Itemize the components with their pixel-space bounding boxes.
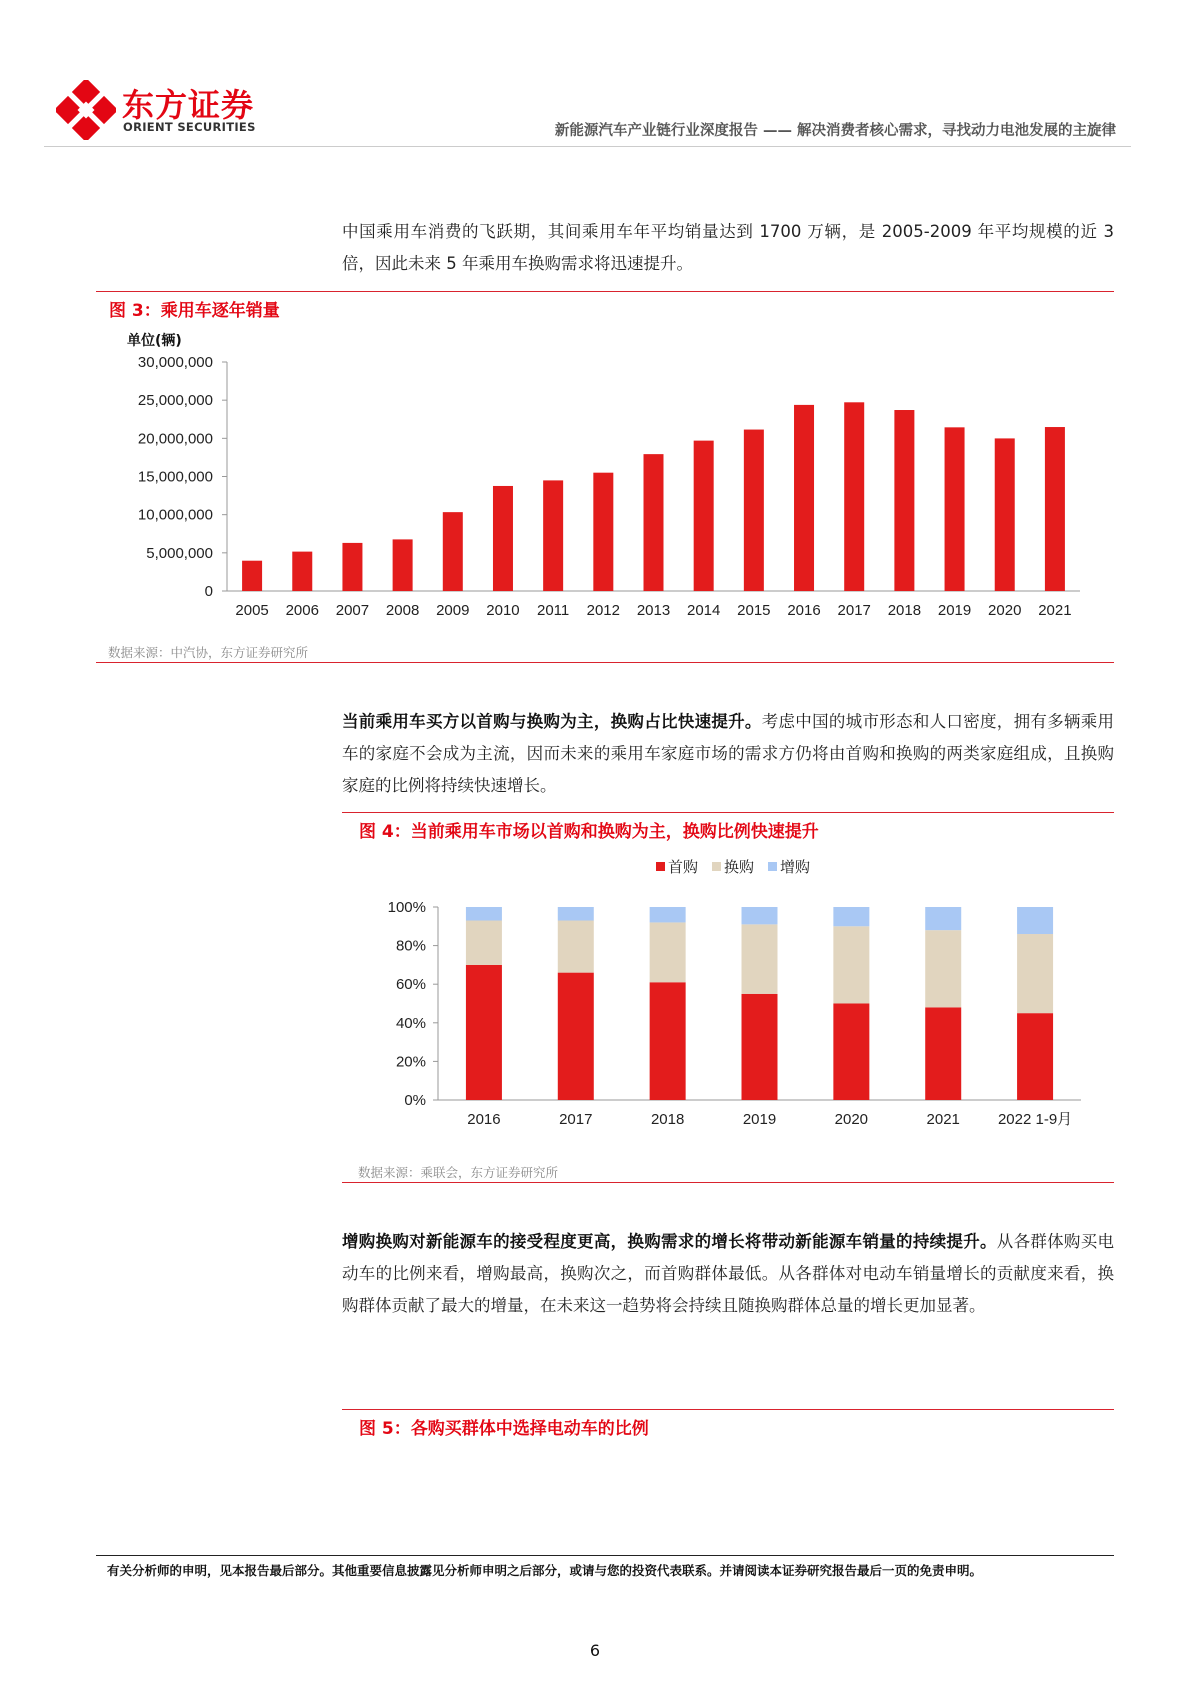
- y-tick-label: 5,000,000: [146, 544, 213, 562]
- bar-segment-首购-2018: [650, 982, 686, 1100]
- footer-disclaimer: 有关分析师的申明，见本报告最后部分。其他重要信息披露见分析师申明之后部分，或请与您的投资代表联系。并请阅读本证券研究报告最后一页的免责申明。: [107, 1563, 983, 1578]
- paragraph-3-lead: 增购换购对新能源车的接受程度更高，换购需求的增长将带动新能源车销量的持续提升。: [342, 1232, 997, 1251]
- x-tick-label: 2008: [385, 602, 420, 619]
- x-tick-label: 2019: [742, 1111, 777, 1128]
- x-tick-label: 2021: [1038, 602, 1072, 619]
- y-tick-label: 100%: [387, 899, 426, 916]
- figure4-bottom-rule: [342, 1182, 1114, 1183]
- logo-cn-text: 东方证券: [122, 86, 255, 124]
- figure5-top-rule: [342, 1409, 1114, 1410]
- x-tick-label: 2015: [737, 602, 771, 619]
- x-tick-label: 2014: [686, 602, 721, 619]
- legend-label: 增购: [780, 859, 811, 876]
- bar-segment-增购-2016: [466, 907, 502, 921]
- y-tick-label: 80%: [395, 937, 426, 955]
- paragraph-3: [342, 1226, 1114, 1322]
- y-tick-label: 20,000,000: [137, 430, 213, 448]
- x-tick-label: 2017: [559, 1111, 593, 1128]
- bar-segment-换购-2021: [925, 930, 961, 1007]
- bar-segment-首购-2021: [925, 1007, 961, 1100]
- x-tick-label: 2005: [235, 602, 269, 619]
- x-tick-label: 2018: [650, 1111, 685, 1128]
- x-tick-label: 2009: [436, 602, 470, 619]
- paragraph-3-body: 从各群体购买电动车的比例来看，增购最高，换购次之，而首购群体最低。从各群体对电动车销量增长的贡献度来看，换购群体贡献了最大的增量，在未来这一趋势将会持续且随换购群体总量的增长更加显著。: [342, 1232, 1115, 1315]
- x-tick-label: 2018: [887, 602, 922, 619]
- bar-segment-增购-2021: [925, 907, 961, 930]
- legend-label: 换购: [724, 859, 755, 876]
- x-tick-label: 2006: [285, 602, 319, 619]
- bar-segment-换购-2018: [650, 922, 686, 982]
- x-tick-label: 2012: [586, 602, 621, 619]
- y-tick-label: 60%: [395, 976, 426, 994]
- bar-segment-增购-2017: [558, 907, 594, 921]
- x-tick-label: 2019: [937, 602, 972, 619]
- y-tick-label: 15,000,000: [137, 468, 213, 486]
- bar-segment-增购-2020: [833, 907, 869, 926]
- intro-paragraph: 中国乘用车消费的飞跃期，其间乘用车年平均销量达到 1700 万辆，是 2005-2009 年平均规模的近 3 倍，因此未来 5 年乘用车换购需求将迅速提升。: [342, 222, 1114, 273]
- y-tick-label: 10,000,000: [137, 506, 213, 524]
- bar-segment-增购-2022 1-9月: [1017, 907, 1053, 934]
- x-tick-label: 2011: [537, 602, 570, 619]
- paragraph-2-lead: 当前乘用车买方以首购与换购为主，换购占比快速提升。: [342, 712, 762, 731]
- bar-segment-增购-2018: [650, 907, 686, 922]
- bar-segment-换购-2016: [466, 921, 502, 965]
- paragraph-2-body: 考虑中国的城市形态和人口密度，拥有多辆乘用车的家庭不会成为主流，因而未来的乘用车家庭市场的需求方仍将由首购和换购的两类家庭组成，且换购家庭的比例将持续快速增长。: [342, 712, 1115, 795]
- legend-label: 首购: [668, 859, 699, 876]
- x-tick-label: 2007: [335, 602, 370, 619]
- bar-segment-换购-2022 1-9月: [1017, 934, 1053, 1013]
- footer-divider: [96, 1555, 1114, 1556]
- y-tick-label: 0: [204, 583, 213, 600]
- figure4-source: 数据来源：乘联会，东方证券研究所: [358, 1165, 559, 1180]
- x-tick-label: 2020: [834, 1111, 869, 1128]
- bar-segment-换购-2019: [742, 924, 778, 993]
- bar-segment-换购-2017: [558, 921, 594, 973]
- y-tick-label: 0%: [404, 1092, 426, 1109]
- y-tick-label: 25,000,000: [137, 392, 213, 410]
- bar-segment-首购-2017: [558, 973, 594, 1100]
- figure3-unit: 单位(辆): [127, 333, 182, 349]
- figure3-title: 图 3：乘用车逐年销量: [109, 301, 280, 321]
- figure3-source: 数据来源：中汽协，东方证券研究所: [108, 645, 309, 660]
- bar-segment-首购-2016: [466, 965, 502, 1100]
- x-tick-label: 2016: [467, 1111, 501, 1128]
- y-tick-label: 40%: [395, 1014, 426, 1032]
- figure4-title: 图 4：当前乘用车市场以首购和换购为主，换购比例快速提升: [359, 822, 819, 842]
- page-number: 6: [589, 1641, 601, 1660]
- logo-en-text: ORIENT SECURITIES: [123, 120, 256, 134]
- bar-segment-首购-2022 1-9月: [1017, 1013, 1053, 1100]
- bar-segment-换购-2020: [833, 926, 869, 1003]
- x-tick-label: 2010: [486, 602, 520, 619]
- bar-segment-增购-2019: [742, 907, 778, 924]
- legend-swatch-换购: [712, 862, 721, 871]
- legend-swatch-首购: [656, 862, 665, 871]
- figure5-title: 图 5：各购买群体中选择电动车的比例: [359, 1419, 649, 1439]
- x-tick-label: 2016: [787, 602, 821, 619]
- x-tick-label: 2017: [837, 602, 871, 619]
- report-title: 新能源汽车产业链行业深度报告 —— 解决消费者核心需求，寻找动力电池发展的主旋律: [554, 123, 1116, 139]
- y-tick-label: 20%: [395, 1053, 426, 1071]
- x-tick-label: 2020: [988, 602, 1022, 619]
- y-tick-label: 30,000,000: [137, 354, 213, 371]
- x-tick-label: 2022 1-9月: [997, 1111, 1073, 1128]
- bar-segment-首购-2020: [833, 1004, 869, 1101]
- bar-segment-首购-2019: [742, 994, 778, 1100]
- x-tick-label: 2021: [926, 1111, 960, 1128]
- legend-swatch-增购: [768, 862, 777, 871]
- x-tick-label: 2013: [636, 602, 671, 619]
